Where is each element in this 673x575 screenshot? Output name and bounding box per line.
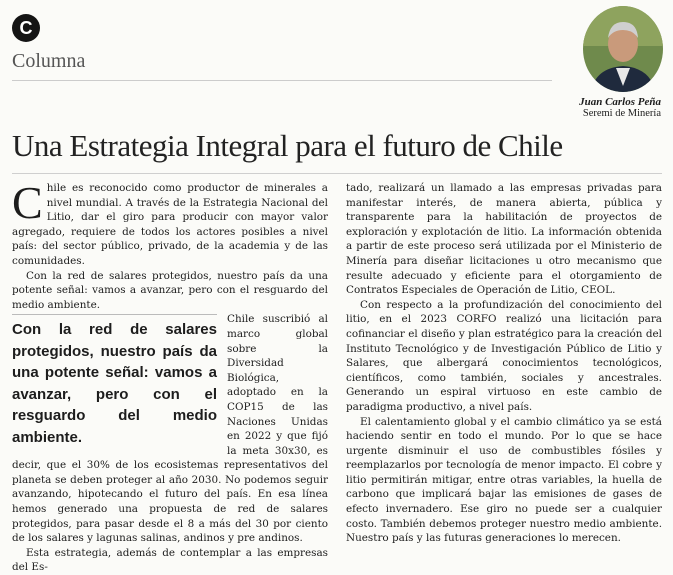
- section-label: Columna: [12, 50, 86, 72]
- left-column: [12, 177, 328, 575]
- paragraph-6: El calentamiento global y el cambio climático ya se está haciendo sentir en todo el mundo. Por lo que se hace urgente disminuir el uso de combustibles fósiles y reemplazarlos por tecnología de menor impacto. El cobre y litio permitirán mitigar, entre otras variables, la huella de carbono que implicará bajar las emisiones de gases de efecto invernadero. Ese giro no puede ser a cualquier costo. También debemos proteger nuestro medio ambiente. Nuestro país y las futuras generaciones lo merecen.: [346, 415, 662, 545]
- drop-cap: C: [12, 177, 43, 228]
- paragraph-3: Esta estrategia, además de contemplar a las empresas del Es-: [12, 546, 328, 574]
- author-block: [579, 96, 661, 119]
- author-name: Juan Carlos Peña: [579, 96, 661, 108]
- paragraph-1-text: hile es reconocido como productor de minerales a nivel mundial. A través de la Estrategia Nacional del Litio, dar el giro para producir con mayor valor agregado, requiere de todos los actores posibles a nivel país: del sector público, privado, de la academia y de las comunidades.: [12, 182, 328, 267]
- paragraph-2-lead: Con la red de salares protegidos, nuestro país da una potente señal: vamos a avanzar, pero con el resguardo del medio ambiente.: [12, 269, 328, 311]
- headline: Una Estrategia Integral para el futuro de Chile: [12, 128, 563, 163]
- headline-divider: [12, 173, 662, 174]
- column-badge: C: [12, 14, 40, 42]
- right-column: [346, 181, 662, 546]
- author-photo: [583, 6, 663, 92]
- pull-quote: Con la red de salares protegidos, nuestro país da una potente señal: vamos a avanzar, pero con el resguardo del medio ambiente.: [12, 314, 217, 448]
- section-divider: [12, 80, 552, 81]
- paragraph-5: Con respecto a la profundización del conocimiento del litio, en el 2023 CORFO realizó una licitación para cofinanciar el diseño y plan estratégico para la creación del Instituto Tecnológico y de Investigación Público de Litio y Salares, que albergará conocimientos tecnológicos, científicos, como también, sociales y ancestrales. Generando un espiral virtuoso en este cambio de paradigma productivo, a nivel país.: [346, 298, 662, 413]
- paragraph-4: tado, realizará un llamado a las empresas privadas para manifestar interés, de manera abierta, pública y transparente para la habilitación de proyectos de exploración y explotación de litio. La información obtenida a partir de este proceso será utilizada por el Ministerio de Minería para diseñar licitaciones u otro mecanismo que resulte adecuado y eficiente para el otorgamiento de Contratos Especiales de Operación de Litio, CEOL.: [346, 182, 662, 297]
- author-role: Seremi de Minería: [582, 108, 661, 119]
- paragraph-2-cont: Chile suscribió al marco global sobre la Diversidad Biológica, adoptado en la COP15 de las Naciones Unidas en 2022 y que fijó la meta 30x30, es decir, que el 30% de los ecosistemas representativos del planeta se deben proteger al año 2030. No podemos seguir avanzando, hipotecando el futuro del país. En esa línea hemos generado una propuesta de red de salares protegidos, para pasar desde el 8 a más del 30 por ciento de los salares y lagunas salinas, andinos y pre andinos.: [12, 313, 328, 545]
- paragraph-1: [12, 177, 328, 269]
